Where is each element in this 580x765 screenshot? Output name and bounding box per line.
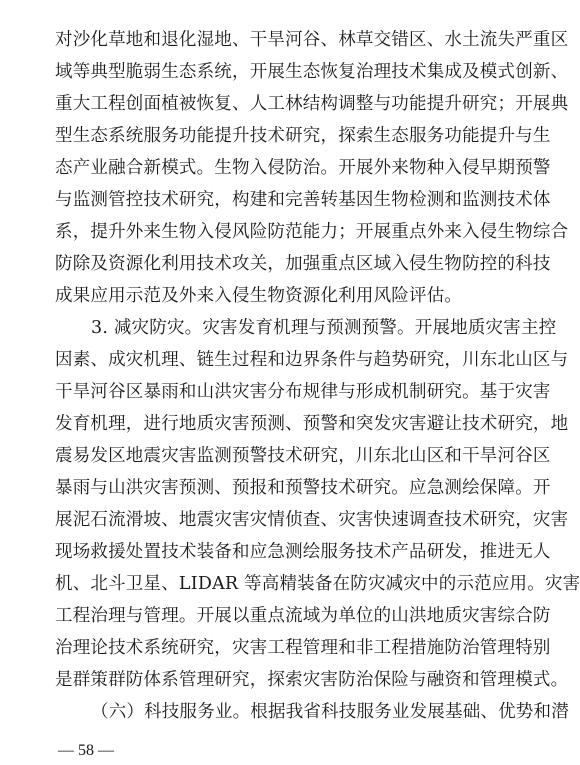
text-line: 展泥石流滑坡、地震灾害灾情侦查、灾害快速调查技术研究，灾害	[55, 510, 569, 530]
text-line: 发育机理，进行地质灾害预测、预警和突发灾害避让技术研究，地	[55, 414, 569, 434]
text-line: 暴雨与山洪灾害预测、预报和预警技术研究。应急测绘保障。开	[55, 478, 551, 498]
text-line: 对沙化草地和退化湿地、干旱河谷、林草交错区、水土流失严重区	[55, 30, 569, 50]
page-number: — 58 —	[58, 742, 114, 759]
text-line: 机、北斗卫星、LIDAR 等高精装备在防灾减灾中的示范应用。灾害	[55, 574, 580, 594]
text-line: 防除及资源化利用技术攻关，加强重点区域入侵生物防控的科技	[55, 254, 551, 274]
text-line: 域等典型脆弱生态系统，开展生态恢复治理技术集成及模式创新、	[55, 62, 569, 82]
text-line: 与监测管控技术研究，构建和完善转基因生物检测和监测技术体	[55, 190, 551, 210]
text-line: 型生态系统服务功能提升技术研究，探索生态服务功能提升与生	[55, 126, 551, 146]
text-line: 震易发区地震灾害监测预警技术研究，川东北山区和干旱河谷区	[55, 446, 551, 466]
text-line: 干旱河谷区暴雨和山洪灾害分布规律与形成机制研究。基于灾害	[55, 382, 551, 402]
text-line: 因素、成灾机理、链生过程和边界条件与趋势研究，川东北山区与	[55, 350, 569, 370]
text-line: 是群策群防体系管理研究，探索灾害防治保险与融资和管理模式。	[55, 670, 569, 690]
text-line: 态产业融合新模式。生物入侵防治。开展外来物种入侵早期预警	[55, 158, 551, 178]
text-line: 重大工程创面植被恢复、人工林结构调整与功能提升研究；开展典	[55, 94, 569, 114]
section-heading-line: （六）科技服务业。根据我省科技服务业发展基础、优势和潜	[91, 702, 569, 722]
text-line: 系，提升外来生物入侵风险防范能力；开展重点外来入侵生物综合	[55, 222, 569, 242]
text-line: 工程治理与管理。开展以重点流域为单位的山洪地质灾害综合防	[55, 606, 551, 626]
text-line: 治理论技术系统研究，灾害工程管理和非工程措施防治管理特别	[55, 638, 551, 658]
body-text	[55, 24, 580, 728]
text-line: 成果应用示范及外来入侵生物资源化利用风险评估。	[55, 286, 463, 306]
section-heading-line: 3. 减灾防灾。灾害发育机理与预测预警。开展地质灾害主控	[91, 318, 557, 338]
text-line: 现场救援处置技术装备和应急测绘服务技术产品研发，推进无人	[55, 542, 551, 562]
